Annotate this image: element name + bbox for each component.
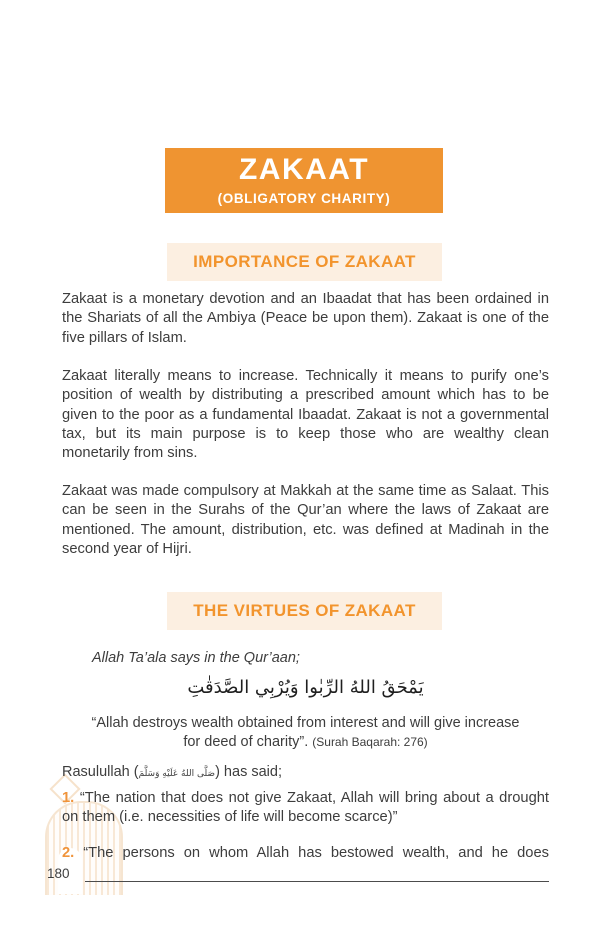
quran-intro-line: Allah Ta’ala says in the Qur’aan; [92, 650, 300, 666]
translation-line-2-text: for deed of charity”. [183, 734, 313, 750]
translation-line-1: “Allah destroys wealth obtained from interest and will give increase [91, 715, 520, 731]
chapter-title: ZAKAAT [238, 153, 370, 186]
page-number: 180 [47, 866, 70, 881]
chapter-subtitle: (OBLIGATORY CHARITY) [217, 191, 391, 206]
footer-rule [85, 881, 549, 882]
translation-line-2 [62, 733, 549, 752]
salawat-arabic: صَلَّى اللهُ عَلَيْهِ وَسَلَّمَ [138, 769, 216, 779]
hadith-intro-after: ) has said; [215, 764, 282, 780]
hadith-intro-before: Rasulullah ( [62, 764, 139, 780]
hadith-item-1 [62, 789, 549, 828]
hadith-number-1: 1. [62, 790, 75, 806]
arabic-verse: يَمْحَقُ اللهُ الرِّبٰوا وَيُرْبِي الصَّدَقٰتِ [187, 677, 424, 698]
verse-reference: (Surah Baqarah: 276) [312, 735, 428, 749]
hadith-intro-line [62, 764, 282, 780]
chapter-title-banner [165, 148, 443, 213]
body-paragraph-2: Zakaat literally means to increase. Technically it means to purify one’s position of wealth by distributing a prescribed amount which has to be given to the poor as a fundamental Ibaadat. Zakaat is not a governmental tax, but its main purpose is to keep those who are wealthy clean monetarily from sins. [62, 368, 549, 462]
hadith-item-2 [62, 844, 549, 863]
hadith-text-2: “The persons on whom Allah has bestowed wealth, and he does [83, 845, 549, 861]
verse-translation [62, 714, 549, 752]
body-paragraph-3: Zakaat was made compulsory at Makkah at the same time as Salaat. This can be seen in the Surahs of the Qur’an where the laws of Zakaat are mentioned. The amount, distribution, etc. was defined at Madinah in the second year of Hijri. [62, 483, 549, 557]
section-heading-importance: IMPORTANCE OF ZAKAAT [167, 243, 442, 281]
hadith-text-1: “The nation that does not give Zakaat, Allah will bring about a drought on them (i.e. necessities of life will become scarce)” [62, 790, 549, 826]
section-heading-virtues: THE VIRTUES OF ZAKAAT [167, 592, 442, 630]
hadith-number-2: 2. [62, 845, 75, 861]
body-paragraph-1: Zakaat is a monetary devotion and an Ibaadat that has been ordained in the Shariats of all the Ambiya (Peace be upon them). Zakaat is one of the five pillars of Islam. [62, 291, 549, 346]
